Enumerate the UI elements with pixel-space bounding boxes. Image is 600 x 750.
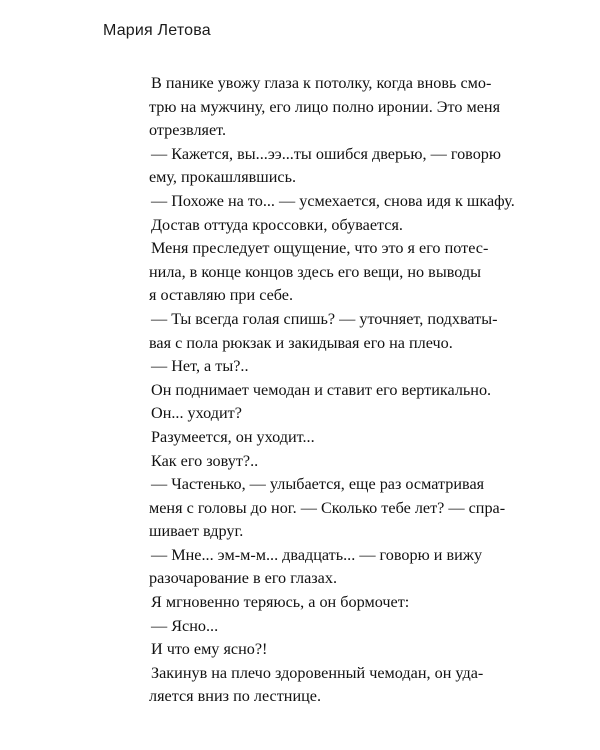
text-line: — Похоже на то... — усмехается, снова идя к шкафу. xyxy=(151,191,515,210)
text-line: Достав оттуда кроссовки, обувается. xyxy=(151,215,403,234)
text-line: меня с головы до ног. — Сколько тебе лет? — спра- xyxy=(149,498,506,517)
text-line: Меня преследует ощущение, что это я его потес- xyxy=(151,239,489,258)
text-line: — Ясно... xyxy=(151,616,219,635)
text-line: Как его зовут?.. xyxy=(151,451,259,470)
text-line: — Кажется, вы...ээ...ты ошибся дверью, — говорю xyxy=(151,144,501,163)
text-line: Он... уходит? xyxy=(151,404,242,423)
text-line: отрезвляет. xyxy=(149,121,227,140)
text-line: шивает вдруг. xyxy=(149,522,244,541)
text-line: — Ты всегда голая спишь? — уточняет, подхваты- xyxy=(151,309,498,328)
text-line: Закинув на плечо здоровенный чемодан, он уда- xyxy=(151,663,484,682)
text-line: Я мгновенно теряюсь, а он бормочет: xyxy=(151,593,410,612)
text-line: В панике увожу глаза к потолку, когда вновь смо- xyxy=(151,74,492,92)
text-line: И что ему ясно?! xyxy=(151,640,268,659)
text-line: — Нет, а ты?.. xyxy=(151,357,249,376)
running-head-author: Мария Летова xyxy=(103,22,211,39)
text-line: вая с пола рюкзак и закидывая его на плечо. xyxy=(149,333,453,352)
body-text xyxy=(149,72,515,709)
text-line: нила, в конце концов здесь его вещи, но выводы xyxy=(149,262,481,281)
text-line: — Частенько, — улыбается, еще раз осматривая xyxy=(151,475,485,494)
text-line: трю на мужчину, его лицо полно иронии. Это меня xyxy=(149,97,501,116)
text-line: Он поднимает чемодан и ставит его вертикально. xyxy=(151,380,492,399)
text-line: ляется вниз по лестнице. xyxy=(149,687,322,706)
text-line: — Мне... эм-м-м... двадцать... — говорю и вижу xyxy=(151,545,483,564)
text-line: ему, прокашлявшись. xyxy=(149,168,297,187)
text-line: разочарование в его глазах. xyxy=(149,569,337,588)
text-line: я оставляю при себе. xyxy=(149,286,294,305)
text-line: Разумеется, он уходит... xyxy=(151,427,315,446)
